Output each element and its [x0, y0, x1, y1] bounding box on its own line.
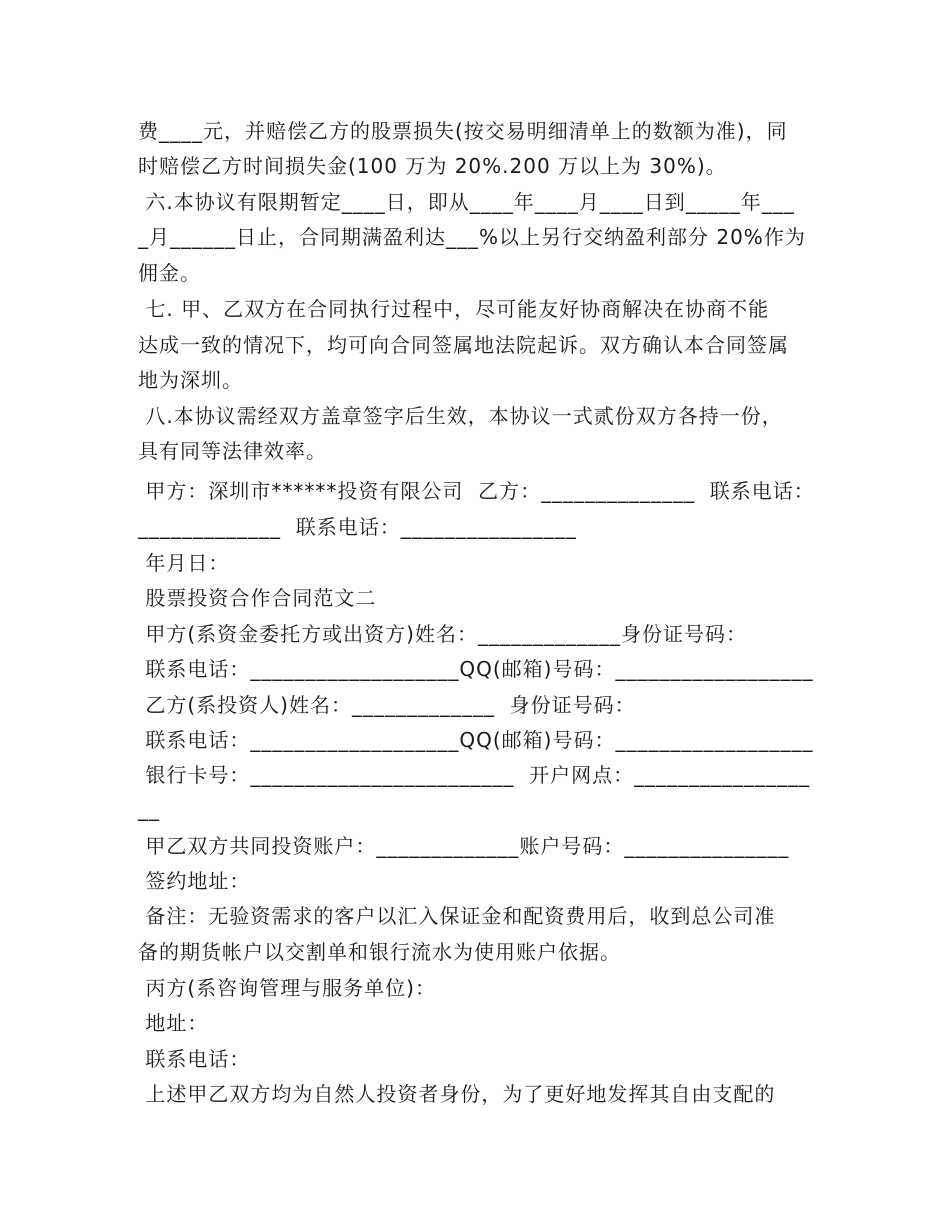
text-line: 六.本协议有限期暂定____日，即从____年____月____日到_____年___: [138, 190, 795, 214]
text-line: 银行卡号：________________________ 开户网点：________________: [138, 763, 811, 787]
text-line: 联系电话：___________________QQ(邮箱)号码：__________________: [138, 728, 814, 752]
text-line: 股票投资合作合同范文二: [138, 586, 377, 610]
text-line: 佣金。: [138, 261, 201, 285]
text-line: 甲方(系资金委托方或出资方)姓名：_____________身份证号码：: [138, 622, 747, 646]
text-line: 上述甲乙双方均为自然人投资者身份，为了更好地发挥其自由支配的: [138, 1082, 776, 1106]
text-line: _____________ 联系电话：________________: [138, 515, 577, 539]
text-line: 年月日：: [138, 551, 230, 575]
text-line: 地址：: [138, 1011, 209, 1035]
text-line: _月______日止，合同期满盈利达___%以上另行交纳盈利部分 20%作为: [138, 225, 806, 249]
text-line: 备的期货帐户以交割单和银行流水为使用账户依据。: [138, 940, 621, 964]
text-line: 乙方(系投资人)姓名：_____________ 身份证号码：: [138, 693, 636, 717]
text-line: 具有同等法律效率。: [138, 439, 327, 463]
text-line: 丙方(系咨询管理与服务单位)：: [138, 976, 436, 1000]
text-line: 七. 甲、乙双方在合同执行过程中，尽可能友好协商解决在协商不能: [138, 297, 770, 321]
text-line: 联系电话：___________________QQ(邮箱)号码：__________________: [138, 657, 814, 681]
text-line: 签约地址：: [138, 869, 251, 893]
text-line: 备注：无验资需求的客户以汇入保证金和配资费用后，收到总公司准: [138, 904, 776, 928]
text-line: 费____元，并赔偿乙方的股票损失(按交易明细清单上的数额为准)，同: [138, 119, 788, 143]
text-line: 达成一致的情况下，均可向合同签属地法院起诉。双方确认本合同签属: [138, 333, 789, 357]
text-line: 联系电话：: [138, 1047, 251, 1071]
text-line: 甲乙双方共同投资账户：_____________账户号码：_______________: [138, 834, 790, 858]
text-line: 地为深圳。: [138, 368, 243, 392]
text-line: __: [138, 797, 160, 821]
text-line: 时赔偿乙方时间损失金(100 万为 20%.200 万以上为 30%)。: [138, 154, 727, 178]
text-line: 八.本协议需经双方盖章签字后生效，本协议一式贰份双方各持一份，: [138, 404, 783, 428]
text-line: 甲方：深圳市******投资有限公司 乙方：______________ 联系电话：: [138, 479, 815, 503]
